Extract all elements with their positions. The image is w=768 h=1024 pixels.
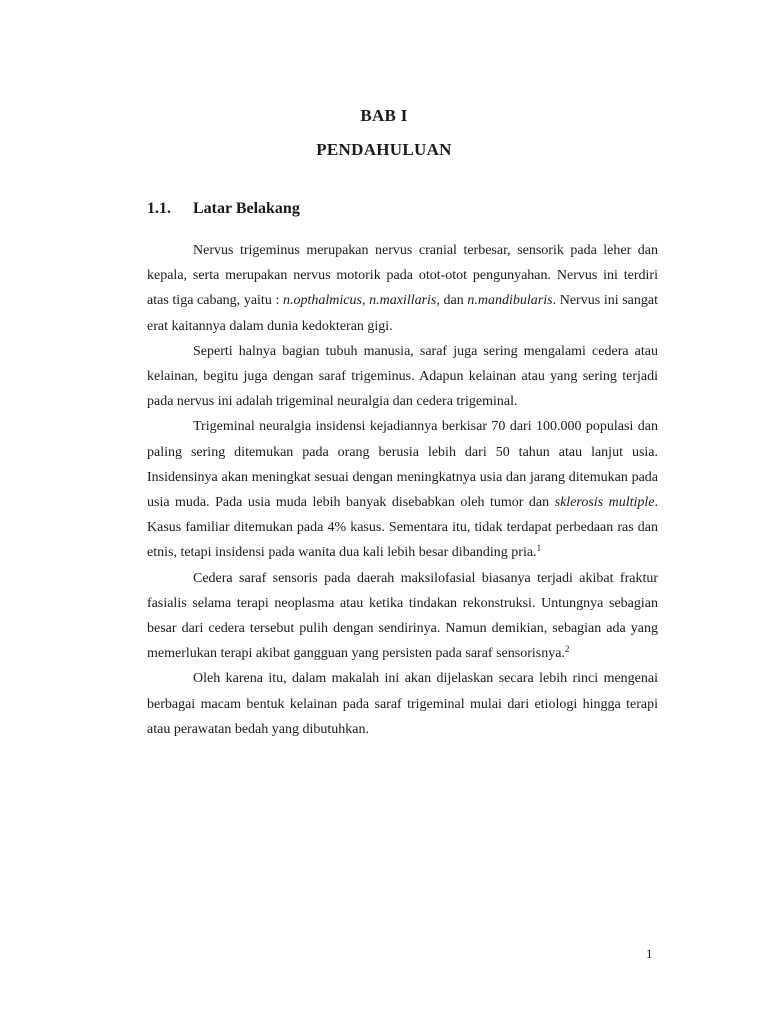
- paragraph-1-text-a: Nervus trigeminus merupakan nervus cranial terbesar, sensorik pada leher dan kepala, serta merupakan nervus motorik pada otot-otot pengunyahan. Nervus ini terdiri atas tiga cabang, yaitu :: [147, 243, 658, 309]
- paragraph-4: [147, 566, 658, 667]
- section-title: Latar Belakang: [193, 200, 300, 217]
- paragraph-1-text-c: dan: [439, 293, 468, 309]
- section-number: 1.1.: [147, 200, 171, 217]
- page-number: 1: [646, 946, 653, 961]
- paragraph-5: Oleh karena itu, dalam makalah ini akan dijelaskan secara lebih rinci mengenai berbagai macam bentuk kelainan pada saraf trigeminal mulai dari etiologi hingga terapi atau perawatan bedah yang dibutuhkan.: [147, 671, 658, 737]
- paragraph-4-text: Cedera saraf sensoris pada daerah maksilofasial biasanya terjadi akibat fraktur fasialis selama terapi neoplasma atau ketika tindakan rekonstruksi. Untungnya sebagian besar dari cedera tersebut pulih dengan sendirinya. Namun demikian, sebagian ada yang memerlukan terapi akibat gangguan yang persisten pada saraf sensorisnya.: [147, 570, 658, 662]
- footnote-ref-1: 1: [536, 543, 542, 554]
- chapter-label: BAB I: [360, 106, 408, 125]
- paragraph-3-text-a: Trigeminal neuralgia insidensi kejadiannya berkisar 70 dari 100.000 populasi dan paling sering ditemukan pada orang berusia lebih dari 50 tahun atau lanjut usia. Insidensinya akan meningkat sesuai dengan meningkatnya usia dan jarang ditemukan pada usia muda. Pada usia muda lebih banyak disebabkan oleh tumor dan: [147, 419, 658, 511]
- paragraph-3: [147, 414, 658, 565]
- footnote-ref-2: 2: [564, 644, 570, 655]
- paragraph-1: [147, 238, 658, 339]
- paragraph-1-italic-mandibularis: n.mandibularis: [467, 293, 553, 309]
- paragraph-3-text-c: . Kasus familiar ditemukan pada 4% kasus. Sementara itu, tidak terdapat perbedaan ras dan etnis, tetapi insidensi pada wanita dua kali lebih besar dibanding pria.: [147, 495, 658, 561]
- section-heading: [147, 200, 300, 218]
- body-text: [147, 238, 658, 742]
- paragraph-1-text-e: . Nervus ini sangat erat kaitannya dalam dunia kedokteran gigi.: [147, 293, 659, 334]
- paragraph-1-italic-branches: n.opthalmicus, n.maxillaris,: [283, 293, 440, 309]
- paragraph-3-italic-sklerosis: sklerosis multiple: [554, 495, 655, 511]
- chapter-title: PENDAHULUAN: [316, 140, 452, 159]
- paragraph-2: Seperti halnya bagian tubuh manusia, saraf juga sering mengalami cedera atau kelainan, begitu juga dengan saraf trigeminus. Adapun kelainan atau yang sering terjadi pada nervus ini adalah trigeminal neuralgia dan cedera trigeminal.: [147, 343, 658, 410]
